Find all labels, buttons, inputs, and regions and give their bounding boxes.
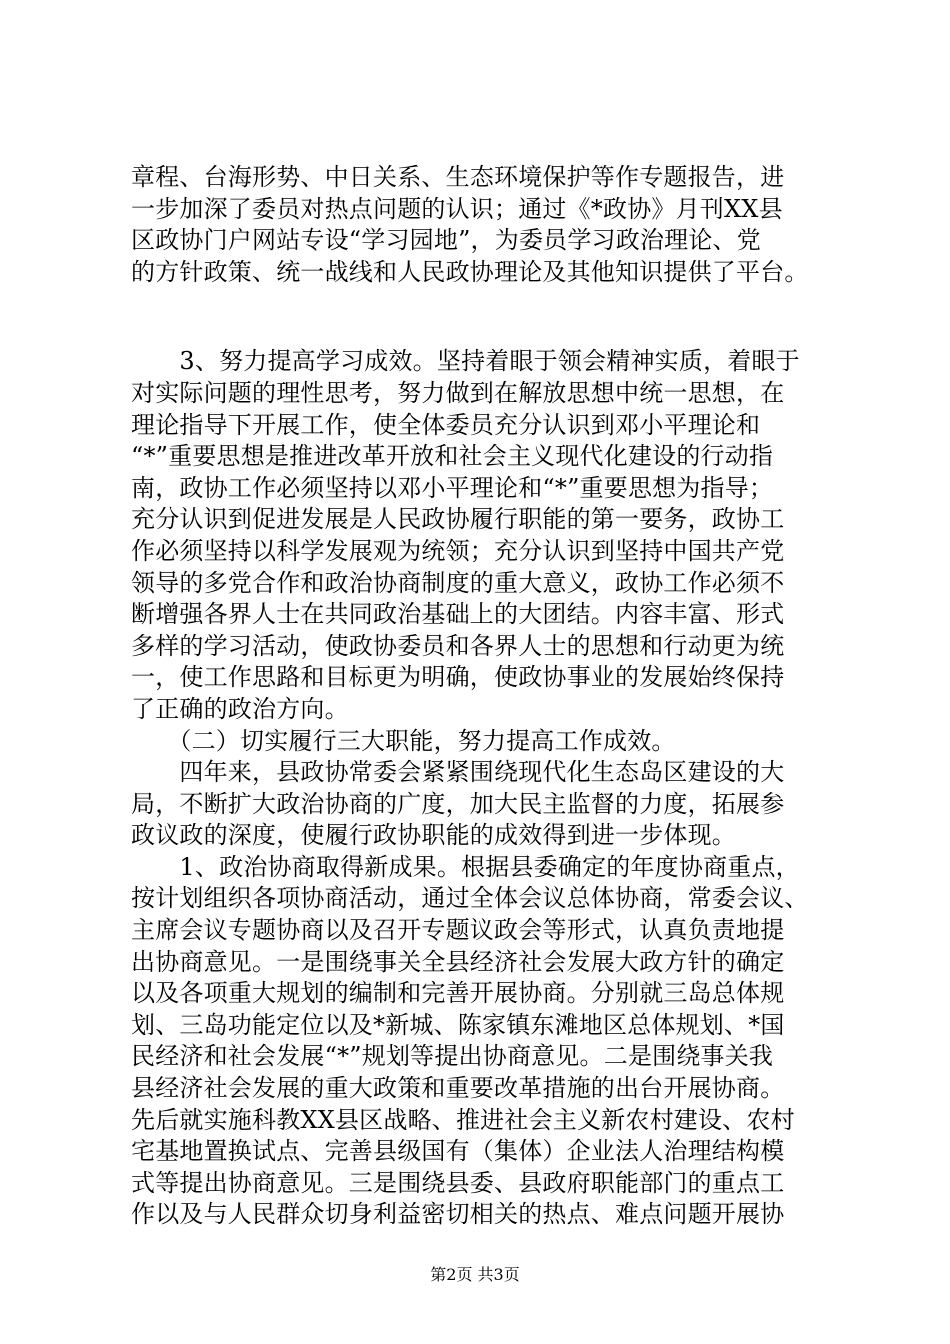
text-line: 先后就实施科教XX县区战略、推进社会主义新农村建设、农村: [131, 1105, 795, 1134]
paragraph-four-years: [131, 757, 831, 852]
text-line: 县经济社会发展的重大政策和重要改革措施的出台开展协商。: [131, 1074, 785, 1103]
section-heading: [131, 726, 831, 758]
text-line: 主席会议专题协商以及召开专题议政会等形式，认真负责地提: [131, 916, 785, 945]
document-body: [131, 162, 831, 1231]
text-line: 一，使工作思路和目标更为明确，使政协事业的发展始终保持: [131, 663, 785, 692]
text-line: 领导的多党合作和政治协商制度的重大意义，政协工作必须不: [131, 568, 785, 597]
text-line: 多样的学习活动，使政协委员和各界人士的思想和行动更为统: [131, 631, 785, 660]
text-line: 局，不断扩大政治协商的广度，加大民主监督的力度，拓展参: [131, 789, 785, 818]
text-line: 对实际问题的理性思考，努力做到在解放思想中统一思想，在: [131, 378, 785, 407]
paragraph-study-effectiveness: [131, 346, 831, 725]
text-line: 理论指导下开展工作，使全体委员充分认识到邓小平理论和: [131, 410, 761, 439]
paragraph-political-consultation: [131, 852, 831, 1231]
text-line: 南，政协工作必须坚持以邓小平理论和“*”重要思想为指导；: [131, 473, 774, 502]
text-line: 划、三岛功能定位以及*新城、陈家镇东滩地区总体规划、*国: [131, 1010, 785, 1039]
text-line: 式等提出协商意见。三是围绕县委、县政府职能部门的重点工: [131, 1168, 785, 1197]
paragraph-study-platform: [131, 162, 831, 288]
text-line: 3、努力提高学习成效。坚持着眼于领会精神实质，着眼于: [131, 347, 800, 376]
text-line: 四年来，县政协常委会紧紧围绕现代化生态岛区建设的大: [131, 758, 785, 787]
text-line: 政议政的深度，使履行政协职能的成效得到进一步体现。: [131, 821, 736, 850]
text-line: 作必须坚持以科学发展观为统领；充分认识到坚持中国共产党: [131, 536, 785, 565]
text-line: 出协商意见。一是围绕事关全县经济社会发展大政方针的确定: [131, 947, 785, 976]
heading-line: （二）切实履行三大职能，努力提高工作成效。: [131, 726, 676, 755]
text-line: 断增强各界人士在共同政治基础上的大团结。内容丰富、形式: [131, 600, 785, 629]
text-line: 按计划组织各项协商活动，通过全体会议总体协商，常委会议、: [131, 884, 809, 913]
text-line: 1、政治协商取得新成果。根据县委确定的年度协商重点，: [131, 852, 800, 881]
text-line: 区政协门户网站专设“学习园地”，为委员学习政治理论、党: [131, 226, 761, 255]
text-line: 民经济和社会发展“*”规划等提出协商意见。二是围绕事关我: [131, 1042, 774, 1071]
paragraph-spacer: [131, 288, 831, 346]
page-number-footer: 第2页 共3页: [430, 1265, 520, 1284]
text-line: “*”重要思想是推进改革开放和社会主义现代化建设的行动指: [131, 442, 774, 471]
text-line: 宅基地置换试点、完善县级国有（集体）企业法人治理结构模: [131, 1137, 785, 1166]
text-line: 了正确的政治方向。: [131, 694, 349, 723]
text-line: 一步加深了委员对热点问题的认识；通过《*政协》月刊XX县: [131, 194, 783, 223]
text-line: 充分认识到促进发展是人民政协履行职能的第一要务，政协工: [131, 505, 785, 534]
text-line: 以及各项重大规划的编制和完善开展协商。分别就三岛总体规: [131, 979, 785, 1008]
text-line: 作以及与人民群众切身利益密切相关的热点、难点问题开展协: [131, 1200, 785, 1229]
text-line: 的方针政策、统一战线和人民政协理论及其他知识提供了平台。: [131, 257, 809, 286]
text-line: 章程、台海形势、中日关系、生态环境保护等作专题报告，进: [131, 163, 785, 191]
